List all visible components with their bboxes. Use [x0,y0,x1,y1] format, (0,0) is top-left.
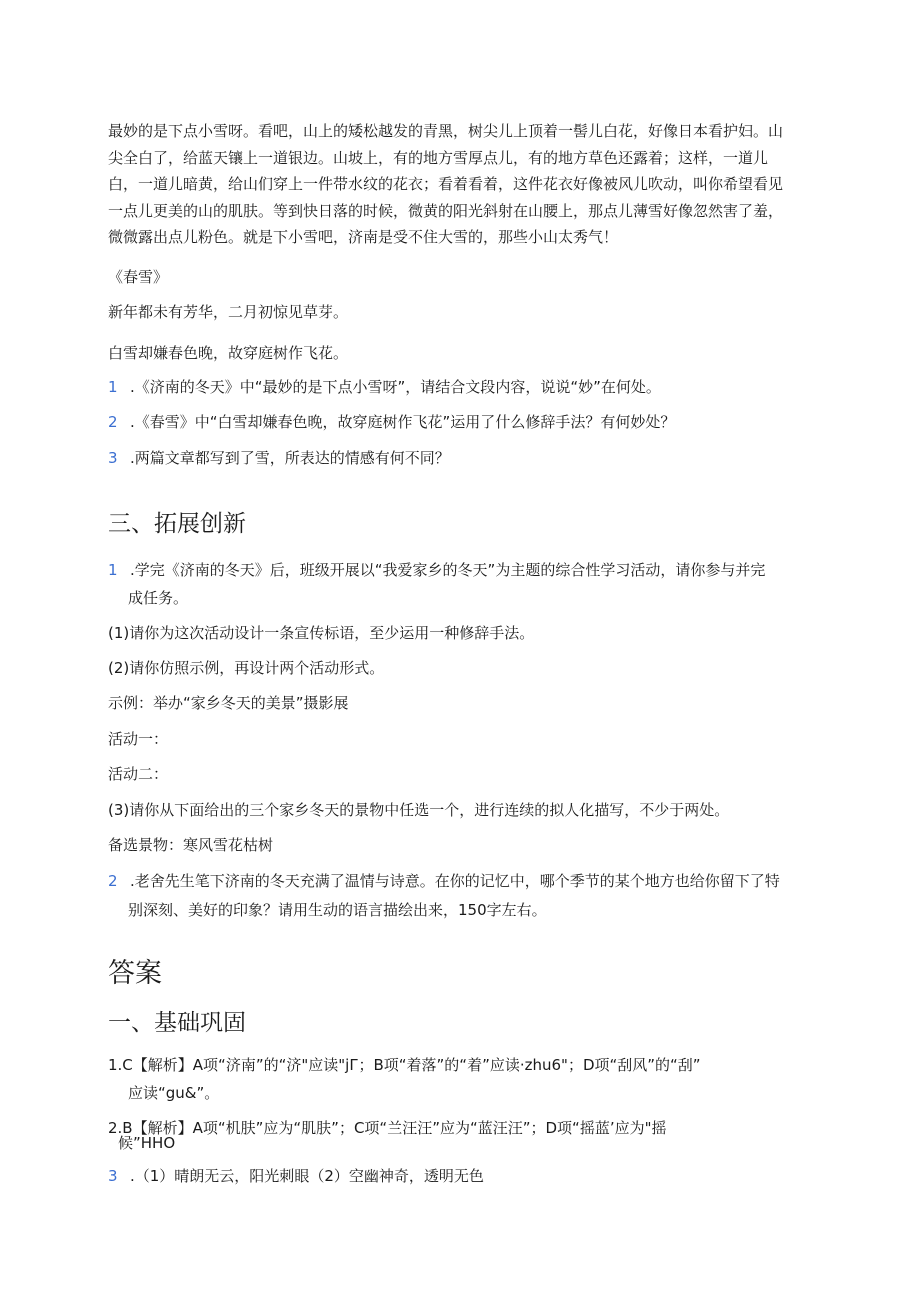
question-item [108,377,808,397]
answer-number: 3 [108,1167,118,1185]
question-text-continued: 别深刻、美好的印象？请用生动的语言描绘出来，150字左右。 [128,901,547,919]
answer-text: .（1）晴朗无云，阳光刺眼（2）空幽神奇，透明无色 [130,1167,484,1185]
question-number: 3 [108,449,118,467]
question-text: .老舍先生笔下济南的冬天充满了温情与诗意。在你的记忆中，哪个季节的某个地方也给你留下了特 [130,872,780,890]
poem-line-2: 白雪却嫌春色晚，故穿庭树作飞花。 [108,344,349,362]
question-text-continued: 成任务。 [128,589,189,607]
passage-line: 白，一道儿暗黄，给山们穿上一件带水纹的花衣；看着看着，这件花衣好像被风儿吹动，叫你希望看见 [108,175,784,193]
poem-title: 《春雪》 [108,268,169,286]
question-item [108,871,808,891]
sub-question: (2)请你仿照示例，再设计两个活动形式。 [108,659,385,677]
question-number: 1 [108,378,118,396]
options-text: 备选景物：寒风雪花枯树 [108,836,274,854]
poem-line-1: 新年都未有芳华，二月初惊见草芽。 [108,303,349,321]
passage-line: 一点儿更美的山的肌肤。等到快日落的时候，微黄的阳光斜射在山腰上，那点儿薄雪好像忽然害了羞， [108,201,784,220]
answer-item [108,1166,808,1186]
passage-paragraph [108,118,808,251]
passage-line: 尖全白了，给蓝天镶上一道银边。山坡上，有的地方雪厚点儿，有的地方草色还露着；这样，一道儿 [108,148,769,167]
answers-heading: 答案 [108,958,162,989]
question-item [108,560,808,580]
question-text: .两篇文章都写到了雪，所表达的情感有何不同？ [130,449,450,467]
activity-label: 活动二： [108,765,169,783]
question-text: .《济南的冬天》中“最妙的是下点小雪呀”，请结合文段内容，说说“妙”在何处。 [130,378,661,396]
question-text: .《春雪》中“白雪却嫌春色晚，故穿庭树作飞花”运用了什么修辞手法？有何妙处？ [130,413,676,431]
question-number: 2 [108,872,118,890]
section-heading: 三、拓展创新 [108,511,246,537]
sub-question: (3)请你从下面给出的三个家乡冬天的景物中任选一个，进行连续的拟人化描写，不少于两处。 [108,801,730,819]
question-number: 2 [108,413,118,431]
answer-item: 1.C【解析】A项“济南”的“济"应读"jГ；B项“着落”的“着”应读·zhu6"；D项“刮风”的“刮” [108,1056,701,1074]
question-number: 1 [108,561,118,579]
section-heading: 一、基础巩固 [108,1010,246,1036]
sub-question: (1)请你为这次活动设计一条宣传标语，至少运用一种修辞手法。 [108,624,535,642]
question-item [108,448,808,468]
question-text: .学完《济南的冬天》后，班级开展以“我爱家乡的冬天”为主题的综合性学习活动，请你参与并完 [130,561,766,579]
answer-item: 2.B【解析】A项“机肤”应为“肌肤”；C项“兰汪汪”应为“蓝汪汪”；D项“摇蓝’应为"摇 [108,1119,667,1137]
passage-line: 微微露出点儿粉色。就是下小雪吧，济南是受不住大雪的，那些小山太秀气！ [108,228,619,246]
passage-line: 最妙的是下点小雪呀。看吧，山上的矮松越发的青黑，树尖儿上顶着一髻儿白花，好像日本看护妇。山 [108,122,784,140]
question-item [108,412,808,432]
answer-text-continued: 候”HHO [118,1134,176,1152]
example-text: 示例：举办“家乡冬天的美景”摄影展 [108,694,349,712]
activity-label: 活动一： [108,730,169,748]
answer-text-continued: 应读“gu&”。 [128,1084,220,1102]
